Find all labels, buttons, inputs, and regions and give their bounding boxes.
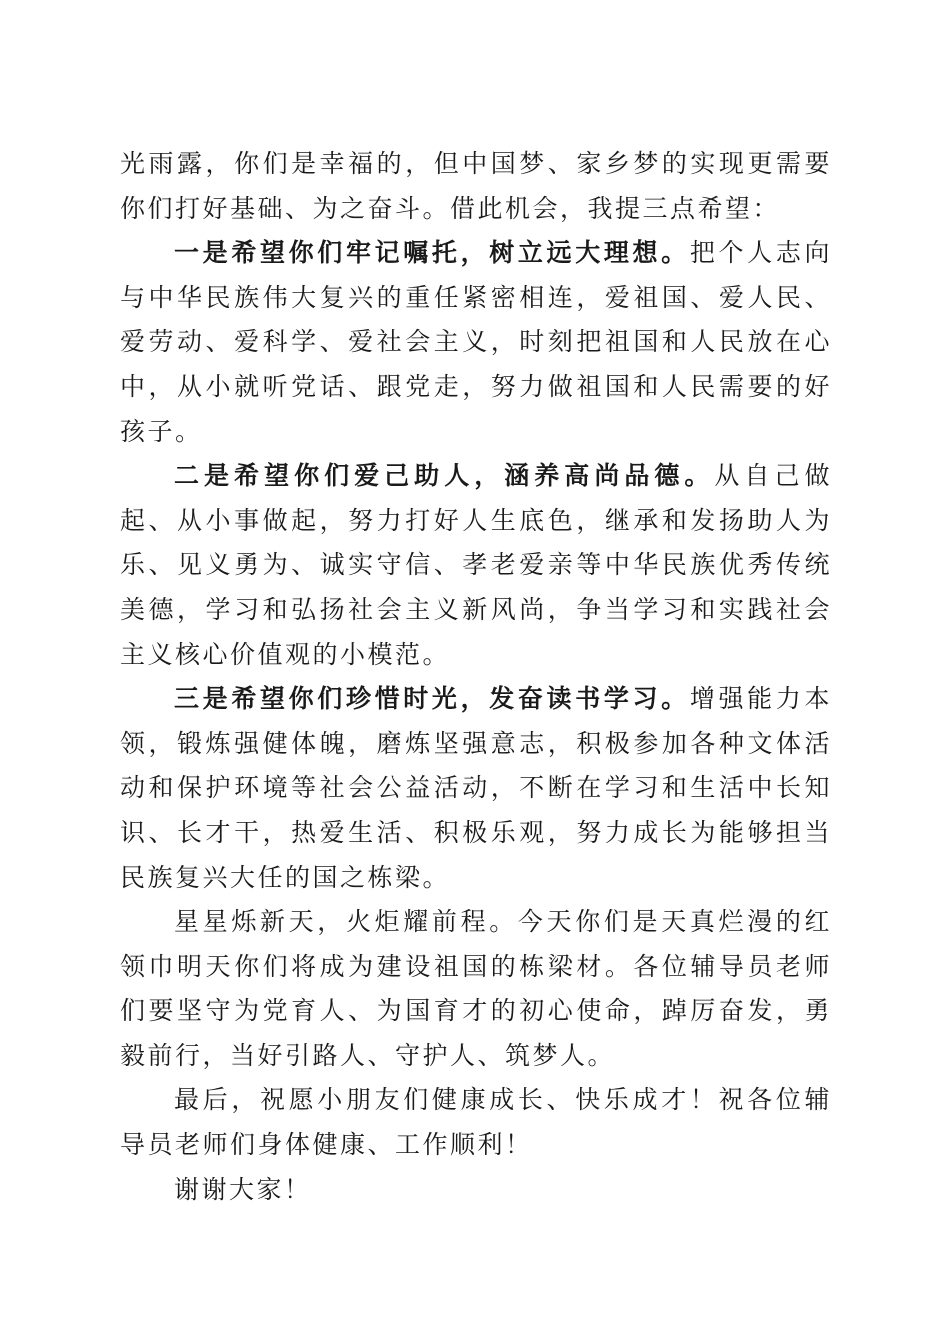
paragraph-wishes	[120, 1078, 832, 1167]
paragraph-text: 增强能力本领，锻炼强健体魄，磨炼坚强意志，积极参加各种文体活动和保护环境等社会公益活动，不断在学习和生活中长知识、长才干，热爱生活、积极乐观，努力成长为能够担当民族复兴大任的国之栋梁。	[120, 684, 832, 892]
paragraph-intro	[120, 142, 832, 231]
paragraph-hope-three	[120, 677, 832, 900]
paragraph-text: 光雨露，你们是幸福的，但中国梦、家乡梦的实现更需要你们打好基础、为之奋斗。借此机会，我提三点希望：	[120, 149, 832, 223]
paragraph-lead: 一是希望你们牢记嘱托，树立远大理想。	[174, 238, 690, 268]
document-body	[120, 142, 832, 1212]
paragraph-lead: 三是希望你们珍惜时光，发奋读书学习。	[174, 684, 690, 714]
paragraph-hope-two	[120, 454, 832, 677]
paragraph-text: 最后，祝愿小朋友们健康成长、快乐成才！祝各位辅导员老师们身体健康、工作顺利！	[120, 1085, 832, 1160]
paragraph-future	[120, 900, 832, 1078]
paragraph-thanks	[120, 1168, 832, 1213]
paragraph-text: 把个人志向与中华民族伟大复兴的重任紧密相连，爱祖国、爱人民、爱劳动、爱科学、爱社会主义，时刻把祖国和人民放在心中，从小就听党话、跟党走，努力做祖国和人民需要的好孩子。	[120, 238, 832, 446]
paragraph-text: 谢谢大家！	[174, 1174, 312, 1204]
paragraph-lead: 二是希望你们爱己助人，涵养高尚品德。	[174, 461, 715, 491]
paragraph-hope-one	[120, 231, 832, 454]
paragraph-text: 星星烁新天，火炬耀前程。今天你们是天真烂漫的红领巾明天你们将成为建设祖国的栋梁材。各位辅导员老师们要坚守为党育人、为国育才的初心使命，踔厉奋发，勇毅前行，当好引路人、守护人、筑梦人。	[120, 907, 832, 1070]
paragraph-text: 从自己做起、从小事做起，努力打好人生底色，继承和发扬助人为乐、见义勇为、诚实守信、孝老爱亲等中华民族优秀传统美德，学习和弘扬社会主义新风尚，争当学习和实践社会主义核心价值观的小模范。	[120, 461, 832, 669]
